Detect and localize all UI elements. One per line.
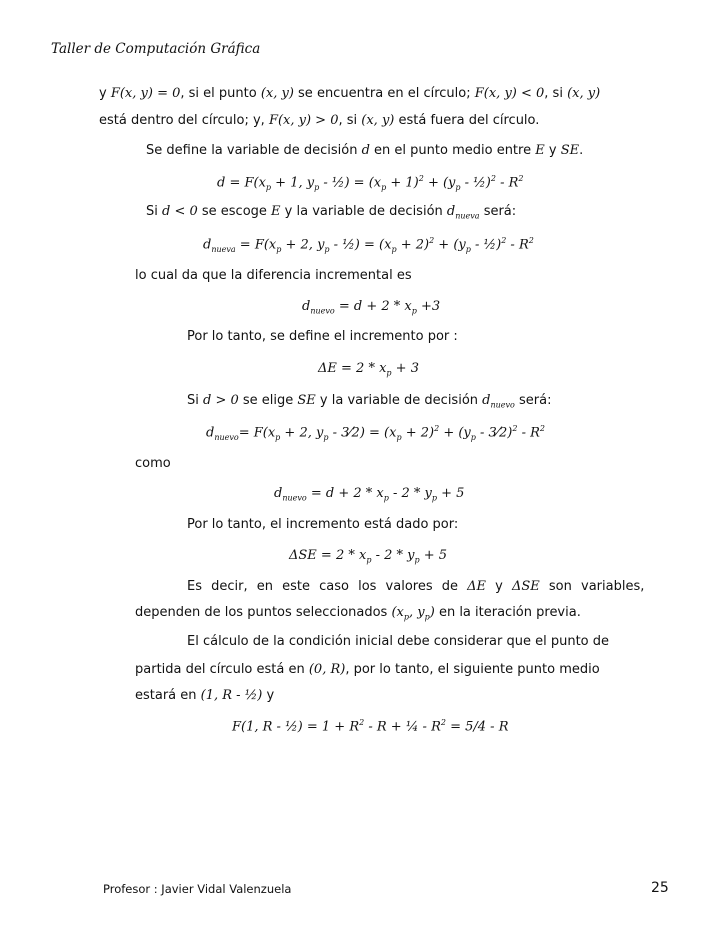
math-segment: nuevo (310, 306, 335, 316)
math-segment: ΔE (467, 579, 487, 594)
math-segment: = 5/4 - R (445, 719, 509, 735)
equation (289, 548, 447, 565)
text-line (146, 204, 516, 221)
equation (274, 486, 464, 503)
text-segment: se encuentra en el círculo; (293, 86, 475, 101)
math-segment: F(x, y) < 0 (474, 86, 545, 101)
math-segment: F(x, y) = 0 (110, 86, 181, 101)
math-segment: p (403, 612, 409, 622)
math-segment: - ½) (470, 237, 502, 253)
math-segment: d = F(x (217, 175, 266, 191)
math-segment: p (276, 244, 282, 254)
math-segment: p (324, 244, 330, 254)
math-segment: p (275, 432, 281, 442)
text-segment: y (99, 86, 111, 101)
math-segment: - 3⁄2) = (x (328, 425, 397, 441)
text-segment: , si (338, 113, 362, 128)
text-segment: en la iteración previa. (434, 605, 581, 620)
math-segment: d (482, 393, 491, 408)
text-segment: . (579, 143, 584, 158)
text-segment: , si el punto (180, 86, 261, 101)
math-segment: d (206, 425, 215, 441)
math-segment: ΔSE = 2 * x (289, 548, 367, 563)
math-segment: = d + 2 * x (334, 299, 412, 314)
math-segment: 2 (429, 236, 435, 245)
text-segment: El cálculo de la condición inicial debe considerar que el punto de (187, 634, 610, 649)
text-segment: está fuera del círculo. (394, 113, 540, 128)
math-segment: p (383, 493, 389, 503)
math-segment: 2 (490, 174, 496, 183)
math-segment: (x, y) (260, 86, 294, 101)
equation (302, 299, 440, 316)
math-segment: p (470, 432, 476, 442)
text-segment: lo cual da que la diferencia incremental es (135, 268, 412, 283)
text-segment: partida del círculo está en (135, 662, 309, 677)
text-segment: y la variable de decisión (315, 393, 483, 408)
math-segment: - 3⁄2) (475, 425, 513, 441)
math-segment: p (455, 182, 461, 192)
text-segment: Por lo tanto, el incremento está dado por: (187, 517, 459, 532)
math-segment: E (535, 143, 545, 158)
math-segment: p (323, 432, 329, 442)
text-segment: Por lo tanto, se define el incremento por : (187, 329, 458, 344)
equation (203, 236, 534, 254)
math-segment: 2 (539, 424, 545, 433)
text-segment: dependen de los puntos seleccionados (135, 605, 392, 620)
text-segment: , si (544, 86, 568, 101)
math-segment: p (396, 432, 402, 442)
text-segment: y (544, 143, 561, 158)
math-segment: = F(x (238, 425, 276, 441)
math-segment: p (381, 182, 387, 192)
math-segment: + 2) (396, 237, 430, 253)
page-number: 25 (651, 880, 669, 896)
text-segment: será: (479, 204, 517, 219)
math-segment: d > 0 (203, 393, 239, 408)
equation (217, 174, 524, 192)
equation (318, 361, 419, 378)
math-segment: (0, R) (308, 662, 346, 677)
text-segment: se elige (238, 393, 298, 408)
text-segment: Si (146, 204, 162, 219)
math-segment: + 1) (386, 175, 419, 191)
text-segment: Se define la variable de decisión (146, 143, 362, 158)
math-segment: - ½) = (x (329, 237, 392, 253)
math-segment: - ½) (460, 175, 491, 191)
math-segment: ΔE = 2 * x (318, 361, 387, 376)
math-segment: d (361, 143, 370, 158)
text-segment: , por lo tanto, el siguiente punto medio (345, 662, 600, 677)
math-segment: p (391, 244, 397, 254)
math-segment: = d + 2 * x (306, 486, 384, 501)
math-segment: 2 (359, 718, 365, 727)
text-line (187, 329, 458, 344)
math-segment: d < 0 (162, 204, 198, 219)
math-segment: +3 (416, 299, 441, 314)
math-segment: - R + ¼ - R (364, 719, 441, 735)
footer-author: Profesor : Javier Vidal Valenzuela (103, 882, 292, 896)
math-segment: + 2, y (280, 425, 324, 441)
math-segment: p (465, 244, 471, 254)
text-segment: en el punto medio entre (369, 143, 536, 158)
math-segment: 2 (518, 174, 524, 183)
math-segment: + 5 (437, 486, 465, 501)
math-segment: + 2, y (281, 237, 325, 253)
math-segment: p (386, 368, 392, 378)
text-segment: son variables, (539, 579, 645, 594)
text-line (187, 517, 458, 532)
math-segment: d (274, 486, 283, 501)
math-segment: (x (391, 605, 404, 620)
math-segment: SE (297, 393, 316, 408)
math-segment: - 2 * y (371, 548, 415, 563)
text-segment: Es decir, en este caso los valores de (187, 579, 468, 594)
math-segment: + (y (434, 237, 466, 253)
math-segment: p (431, 493, 438, 503)
math-segment: - R (495, 175, 519, 191)
text-line (135, 662, 600, 677)
math-segment: 2 (501, 236, 507, 245)
math-segment: + 3 (391, 361, 419, 376)
text-segment: será: (514, 393, 552, 408)
text-line (99, 86, 600, 101)
math-segment: - 2 * y (388, 486, 432, 501)
math-segment: F(1, R - ½) = 1 + R (232, 719, 360, 735)
math-segment: ΔSE (511, 579, 540, 594)
math-segment: p (366, 555, 372, 565)
math-segment: - R (517, 425, 540, 441)
equation (206, 424, 545, 442)
math-segment: p (424, 612, 430, 622)
math-segment: E (271, 204, 281, 219)
math-segment: + 1, y (271, 175, 315, 191)
math-segment: ) (429, 605, 435, 620)
math-segment: + 2) (401, 425, 435, 441)
math-segment: p (414, 555, 420, 565)
text-line (187, 579, 644, 594)
math-segment: SE (560, 143, 580, 158)
text-segment: Si (187, 393, 203, 408)
math-segment: (x, y) (361, 113, 395, 128)
math-segment: 2 (528, 236, 534, 245)
math-segment: d (302, 299, 311, 314)
math-segment: nuevo (214, 432, 239, 442)
math-segment: = F(x (235, 237, 277, 253)
math-segment: nuevo (282, 493, 307, 503)
math-segment: nueva (211, 244, 236, 254)
text-segment: y (262, 688, 275, 703)
math-segment: nuevo (490, 400, 515, 410)
math-segment: p (314, 182, 320, 192)
math-segment: - R (506, 237, 529, 253)
text-line (135, 605, 581, 622)
text-segment: y la variable de decisión (280, 204, 447, 219)
equation (232, 718, 509, 734)
text-segment: y (486, 579, 512, 594)
math-segment: p (411, 306, 417, 316)
text-line (135, 268, 412, 283)
math-segment: + (y (423, 175, 456, 191)
text-segment: estará en (135, 688, 201, 703)
math-segment: p (265, 182, 272, 192)
math-segment: F(x, y) > 0 (268, 113, 339, 128)
math-segment: 2 (434, 424, 440, 433)
math-segment: + 5 (419, 548, 448, 563)
math-segment: 2 (512, 424, 518, 433)
text-line (146, 143, 583, 158)
math-segment: , y (409, 605, 425, 620)
text-segment: está dentro del círculo; y, (99, 113, 269, 128)
text-line (187, 393, 551, 410)
text-line (135, 456, 171, 471)
text-line (135, 688, 274, 703)
math-segment: - ½) = (x (319, 175, 382, 191)
math-segment: d (203, 237, 212, 253)
math-segment: 2 (418, 174, 424, 183)
text-segment: como (135, 456, 171, 471)
text-line (187, 634, 609, 649)
math-segment: + (y (439, 425, 471, 441)
math-segment: (1, R - ½) (200, 688, 263, 703)
text-line (99, 113, 539, 128)
math-segment: (x, y) (567, 86, 601, 101)
text-segment: se escoge (197, 204, 272, 219)
math-segment: nueva (455, 211, 480, 221)
page-header-title: Taller de Computación Gráfica (51, 41, 261, 57)
math-segment: 2 (440, 718, 446, 727)
math-segment: d (446, 204, 456, 219)
